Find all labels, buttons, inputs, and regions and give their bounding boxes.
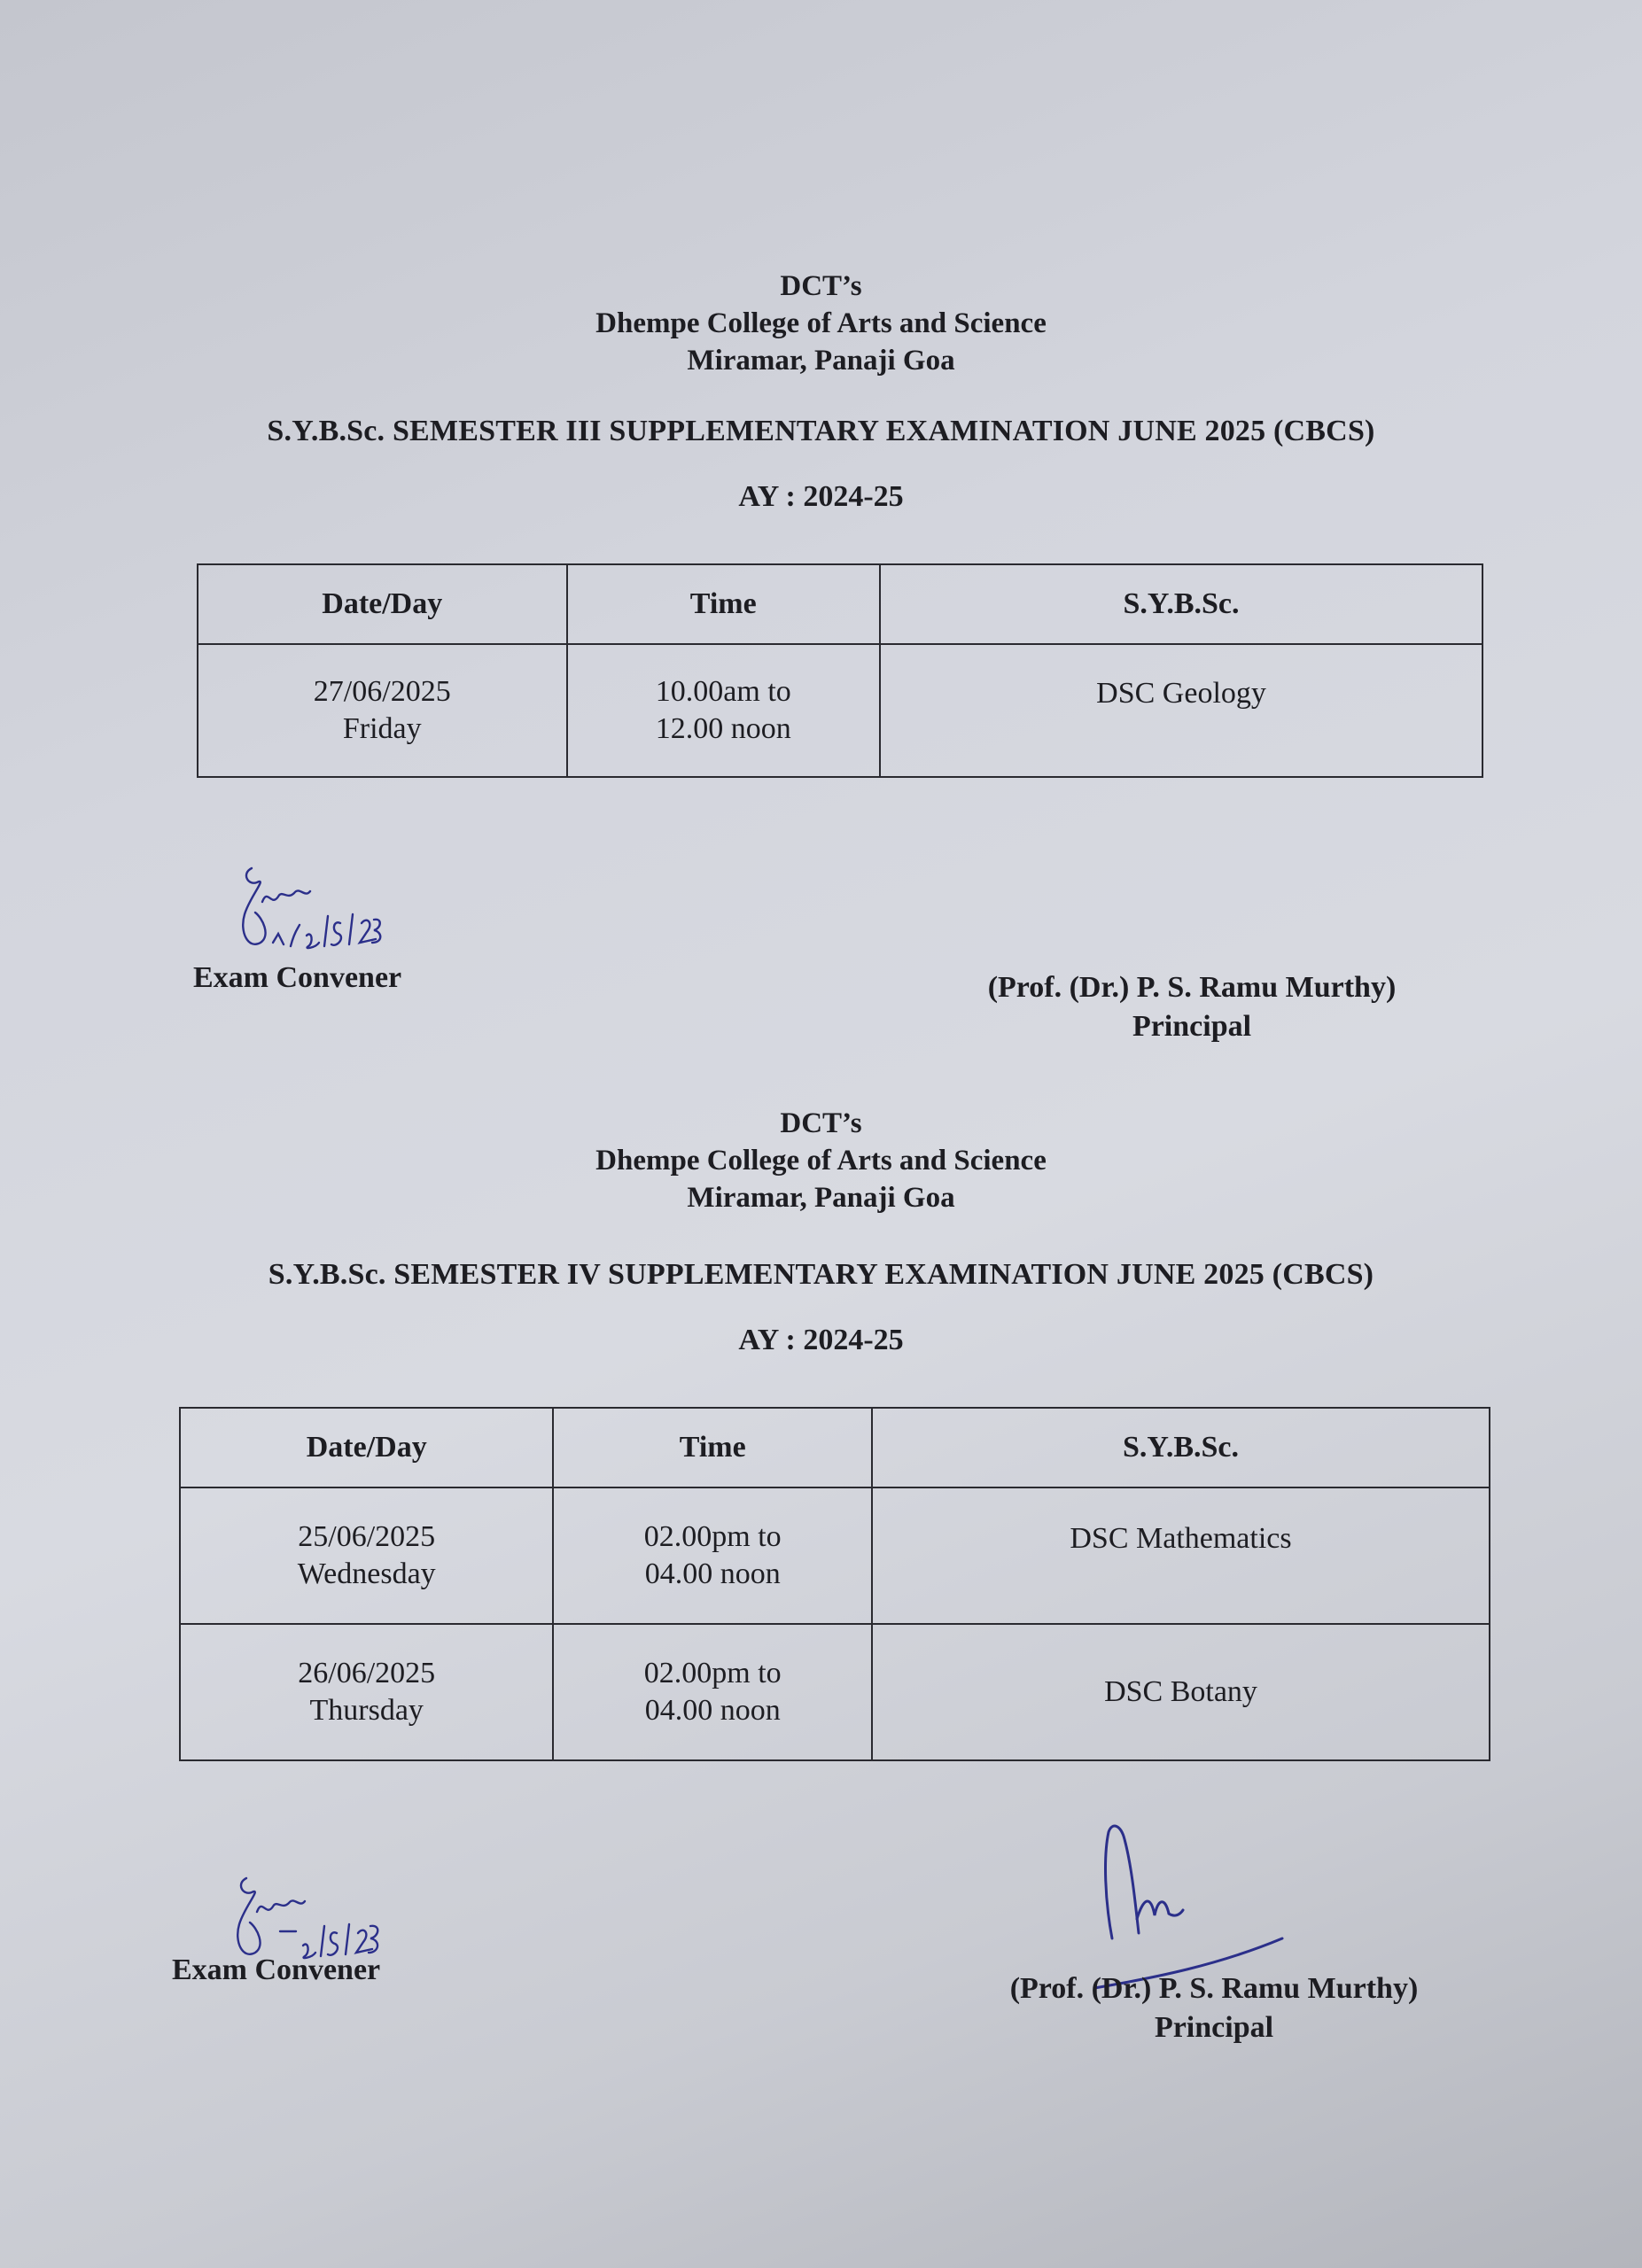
exam-title: S.Y.B.Sc. SEMESTER IV SUPPLEMENTARY EXAMINATION JUNE 2025 (CBCS) (268, 1258, 1374, 1291)
table-row (180, 1624, 1490, 1760)
principal-title: Principal (1154, 2011, 1274, 2044)
time-cell (553, 1624, 872, 1760)
time-end: 04.00 noon (644, 1557, 781, 1590)
date-cell (180, 1624, 553, 1760)
time-end: 04.00 noon (644, 1694, 781, 1727)
time-cell (567, 644, 881, 777)
exam-date: 26/06/2025 (298, 1657, 436, 1689)
exam-date: 27/06/2025 (313, 675, 451, 708)
exam-day: Wednesday (297, 1557, 436, 1590)
academic-year: AY : 2024-25 (738, 480, 904, 513)
exam-title: S.Y.B.Sc. SEMESTER III SUPPLEMENTARY EXAMINATION JUNE 2025 (CBCS) (267, 415, 1375, 447)
date-cell (180, 1487, 553, 1624)
column-header-date: Date/Day (180, 1408, 553, 1487)
principal-block (948, 968, 1436, 1046)
college-address: Miramar, Panaji Goa (687, 345, 955, 377)
exam-day: Thursday (309, 1694, 424, 1727)
time-cell (553, 1487, 872, 1624)
table-row (198, 644, 1482, 777)
academic-year: AY : 2024-25 (738, 1324, 904, 1356)
column-header-class: S.Y.B.Sc. (872, 1408, 1490, 1487)
college-name: Dhempe College of Arts and Science (595, 1145, 1047, 1177)
date-cell (198, 644, 567, 777)
column-header-class: S.Y.B.Sc. (880, 564, 1482, 644)
principal-name: (Prof. (Dr.) P. S. Ramu Murthy) (1009, 1972, 1419, 2005)
table-header-row (198, 564, 1482, 644)
convener-label: Exam Convener (193, 961, 402, 994)
college-header (0, 1105, 1642, 1216)
subject-cell: DSC Botany (872, 1624, 1490, 1760)
column-header-date: Date/Day (198, 564, 567, 644)
exam-date: 25/06/2025 (298, 1520, 436, 1553)
timetable (197, 563, 1483, 778)
time-end: 12.00 noon (655, 712, 791, 745)
principal-title: Principal (1132, 1010, 1252, 1043)
time-start: 02.00pm to (643, 1520, 782, 1553)
column-header-time: Time (553, 1408, 872, 1487)
trust-name: DCT’s (780, 270, 862, 302)
subject-cell: DSC Mathematics (872, 1487, 1490, 1624)
trust-name: DCT’s (780, 1107, 862, 1139)
exam-day: Friday (342, 712, 422, 745)
time-start: 02.00pm to (643, 1657, 782, 1689)
subject-cell: DSC Geology (880, 644, 1482, 777)
column-header-time: Time (567, 564, 881, 644)
table-header-row (180, 1408, 1490, 1487)
principal-block (970, 1969, 1458, 2047)
college-address: Miramar, Panaji Goa (687, 1182, 955, 1214)
principal-name: (Prof. (Dr.) P. S. Ramu Murthy) (987, 971, 1397, 1004)
college-header (0, 268, 1642, 379)
timetable (179, 1407, 1490, 1761)
time-start: 10.00am to (655, 675, 791, 708)
convener-signature (232, 861, 392, 967)
college-name: Dhempe College of Arts and Science (595, 307, 1047, 339)
convener-label: Exam Convener (172, 1953, 381, 1986)
table-row (180, 1487, 1490, 1624)
